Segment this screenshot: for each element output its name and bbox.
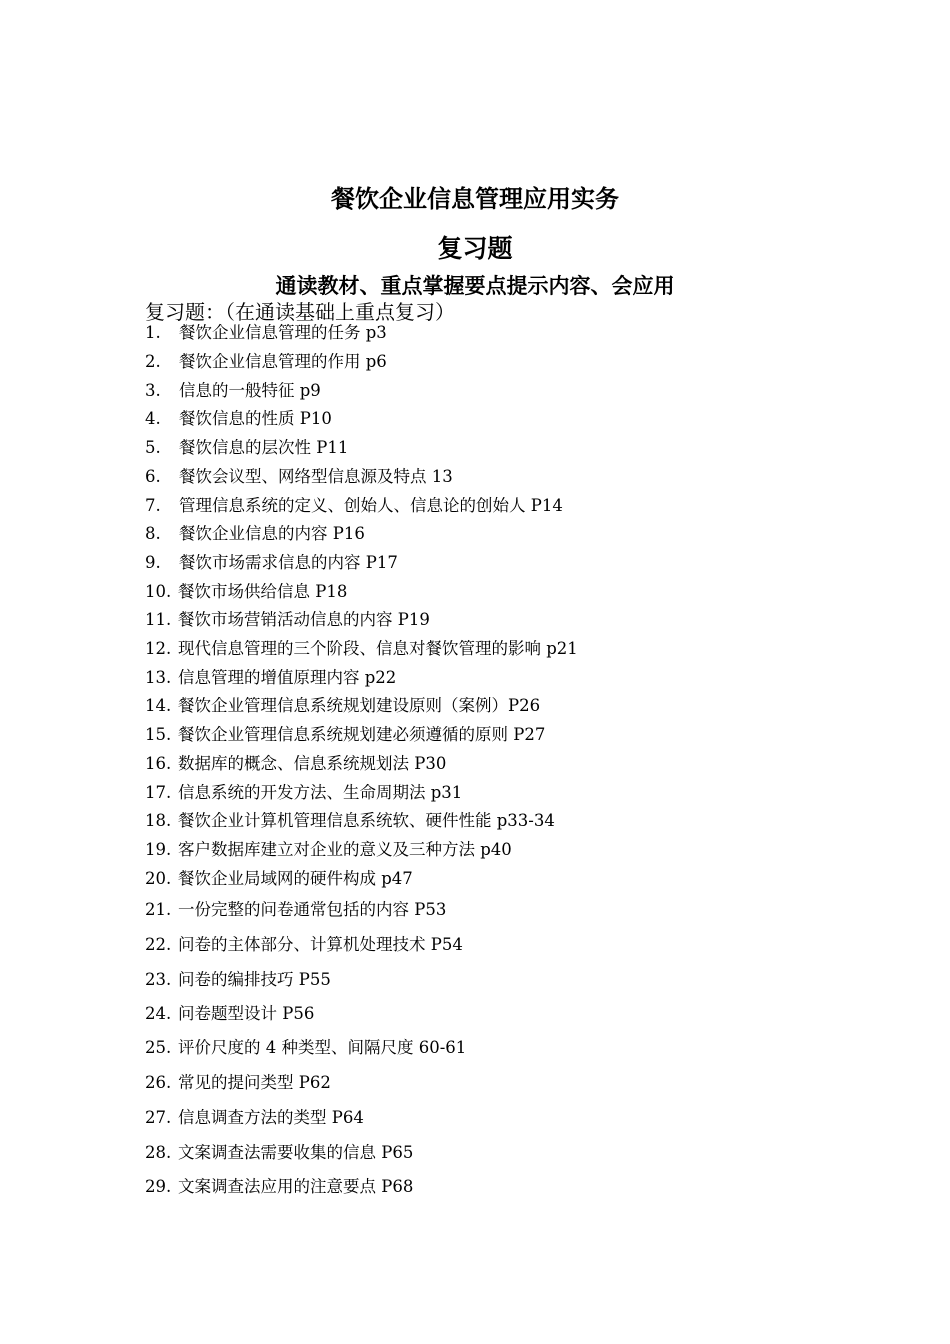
question-item	[145, 666, 396, 690]
question-number: 24.	[145, 1004, 172, 1023]
question-item	[145, 580, 347, 604]
question-text: 问卷的主体部分、计算机处理技术 P54	[178, 935, 463, 954]
question-text: 问卷题型设计 P56	[178, 1004, 315, 1023]
question-item	[145, 1036, 466, 1060]
question-item	[145, 551, 398, 575]
question-item	[145, 968, 331, 992]
question-number: 3.	[145, 381, 161, 400]
question-item	[145, 898, 446, 922]
question-number: 29.	[145, 1177, 172, 1196]
question-text: 常见的提问类型 P62	[178, 1073, 331, 1092]
question-item	[145, 752, 446, 776]
question-text: 一份完整的问卷通常包括的内容 P53	[178, 900, 447, 919]
question-item	[145, 723, 545, 747]
question-number: 8.	[145, 524, 161, 543]
document-title: 餐饮企业信息管理应用实务	[331, 185, 619, 213]
question-number: 6.	[145, 467, 161, 486]
question-number: 11.	[145, 610, 172, 629]
question-item	[145, 694, 540, 718]
question-text: 餐饮企业信息管理的作用 p6	[179, 352, 387, 371]
question-text: 餐饮市场需求信息的内容 P17	[179, 553, 398, 572]
question-text: 餐饮企业管理信息系统规划建必须遵循的原则 P27	[178, 725, 546, 744]
question-text: 餐饮信息的层次性 P11	[179, 438, 349, 457]
question-number: 15.	[145, 725, 172, 744]
question-number: 5.	[145, 438, 161, 457]
question-text: 数据库的概念、信息系统规划法 P30	[178, 754, 447, 773]
question-item	[145, 494, 563, 518]
question-number: 26.	[145, 1073, 172, 1092]
question-item	[145, 522, 365, 546]
question-item	[145, 1071, 331, 1095]
question-text: 信息的一般特征 p9	[179, 381, 321, 400]
question-number: 19.	[145, 840, 172, 859]
section-label: 复习题：（在通读基础上重点复习）	[145, 300, 455, 324]
question-item	[145, 1141, 413, 1165]
question-text: 餐饮企业计算机管理信息系统软、硬件性能 p33-34	[178, 811, 555, 830]
question-text: 餐饮市场供给信息 P18	[178, 582, 348, 601]
question-number: 18.	[145, 811, 172, 830]
question-number: 16.	[145, 754, 172, 773]
question-item	[145, 933, 463, 957]
question-number: 23.	[145, 970, 172, 989]
question-item	[145, 379, 321, 403]
question-number: 28.	[145, 1143, 172, 1162]
question-item	[145, 867, 413, 891]
question-text: 餐饮企业信息管理的任务 p3	[179, 323, 387, 342]
question-item	[145, 838, 512, 862]
question-item	[145, 407, 332, 431]
question-item	[145, 1175, 413, 1199]
question-number: 20.	[145, 869, 172, 888]
question-text: 餐饮企业局域网的硬件构成 p47	[178, 869, 413, 888]
question-number: 21.	[145, 900, 172, 919]
question-number: 22.	[145, 935, 172, 954]
question-text: 餐饮会议型、网络型信息源及特点 13	[179, 467, 453, 486]
question-text: 现代信息管理的三个阶段、信息对餐饮管理的影响 p21	[178, 639, 578, 658]
question-text: 餐饮市场营销活动信息的内容 P19	[178, 610, 430, 629]
study-instruction: 通读教材、重点掌握要点提示内容、会应用	[275, 274, 675, 298]
question-text: 客户数据库建立对企业的意义及三种方法 p40	[178, 840, 512, 859]
question-number: 1.	[145, 323, 161, 342]
question-text: 信息调查方法的类型 P64	[178, 1108, 364, 1127]
question-number: 13.	[145, 668, 172, 687]
question-number: 7.	[145, 496, 161, 515]
question-text: 餐饮企业管理信息系统规划建设原则（案例）P26	[178, 696, 541, 715]
question-item	[145, 637, 578, 661]
document-subtitle: 复习题	[437, 234, 513, 263]
question-number: 14.	[145, 696, 172, 715]
question-item	[145, 608, 430, 632]
question-number: 9.	[145, 553, 161, 572]
question-text: 问卷的编排技巧 P55	[178, 970, 331, 989]
question-text: 餐饮企业信息的内容 P16	[179, 524, 365, 543]
question-number: 25.	[145, 1038, 172, 1057]
question-text: 管理信息系统的定义、创始人、信息论的创始人 P14	[179, 496, 563, 515]
question-item	[145, 321, 387, 345]
question-number: 17.	[145, 783, 172, 802]
question-item	[145, 350, 387, 374]
question-item	[145, 809, 555, 833]
question-text: 餐饮信息的性质 P10	[179, 409, 332, 428]
question-number: 27.	[145, 1108, 172, 1127]
question-item	[145, 1002, 314, 1026]
question-item	[145, 465, 453, 489]
question-text: 信息系统的开发方法、生命周期法 p31	[178, 783, 463, 802]
question-item	[145, 781, 462, 805]
question-number: 10.	[145, 582, 172, 601]
question-text: 信息管理的增值原理内容 p22	[178, 668, 397, 687]
question-item	[145, 436, 348, 460]
question-text: 文案调查法应用的注意要点 P68	[178, 1177, 414, 1196]
question-number: 2.	[145, 352, 161, 371]
question-text: 评价尺度的 4 种类型、间隔尺度 60-61	[178, 1038, 467, 1057]
question-number: 4.	[145, 409, 161, 428]
question-item	[145, 1106, 364, 1130]
question-text: 文案调查法需要收集的信息 P65	[178, 1143, 414, 1162]
question-number: 12.	[145, 639, 172, 658]
